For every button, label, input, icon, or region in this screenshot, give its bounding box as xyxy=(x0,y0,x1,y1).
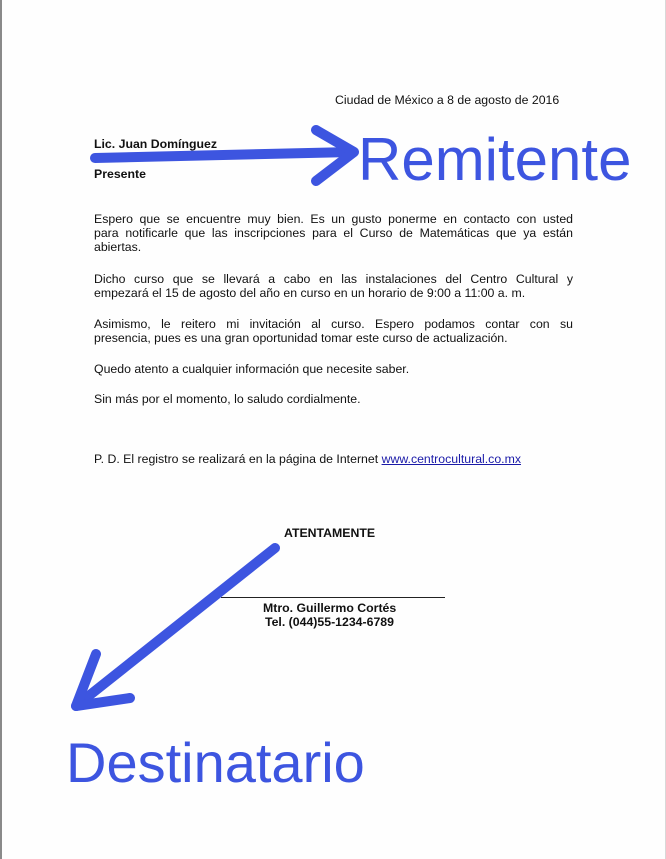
destinatario-arrow-shaft xyxy=(76,548,275,706)
paragraph-line: Asimismo, le reitero mi invitación al curso. Espero podamos contar con su xyxy=(94,317,573,331)
annotation-remitente: Remitente xyxy=(358,126,632,193)
closing: ATENTAMENTE xyxy=(284,526,376,540)
recipient-presente: Presente xyxy=(94,167,146,181)
body-paragraph-4: Quedo atento a cualquier información que necesite saber. xyxy=(94,362,410,376)
place-date: Ciudad de México a 8 de agosto de 2016 xyxy=(335,93,560,107)
annotation-destinatario: Destinatario xyxy=(66,731,365,794)
paragraph-line: Dicho curso que se llevará a cabo en las instalaciones del Centro Cultural y xyxy=(94,272,573,286)
paragraph-line: presencia, pues es una gran oportunidad tomar este curso de actualización. xyxy=(94,331,508,345)
website-link[interactable]: www.centrocultural.co.mx xyxy=(381,452,521,466)
postscript-text: P. D. El registro se realizará en la página de Internet xyxy=(94,452,382,466)
sender-phone: Tel. (044)55-1234-6789 xyxy=(265,615,394,629)
paragraph-line: empezará el 15 de agosto del año en curso en un horario de 9:00 a 11:00 a. m. xyxy=(94,286,526,300)
body-paragraph-5: Sin más por el momento, lo saludo cordialmente. xyxy=(94,392,361,406)
paragraph-line: abiertas. xyxy=(94,240,142,254)
sender-name: Mtro. Guillermo Cortés xyxy=(263,601,397,615)
remitente-arrow-shaft xyxy=(95,152,352,158)
recipient-name: Lic. Juan Domínguez xyxy=(94,137,217,151)
paragraph-line: para notificarle que las inscripciones para el Curso de Matemáticas que ya están xyxy=(94,226,573,240)
paragraph-line: Espero que se encuentre muy bien. Es un gusto ponerme en contacto con usted xyxy=(94,212,573,226)
